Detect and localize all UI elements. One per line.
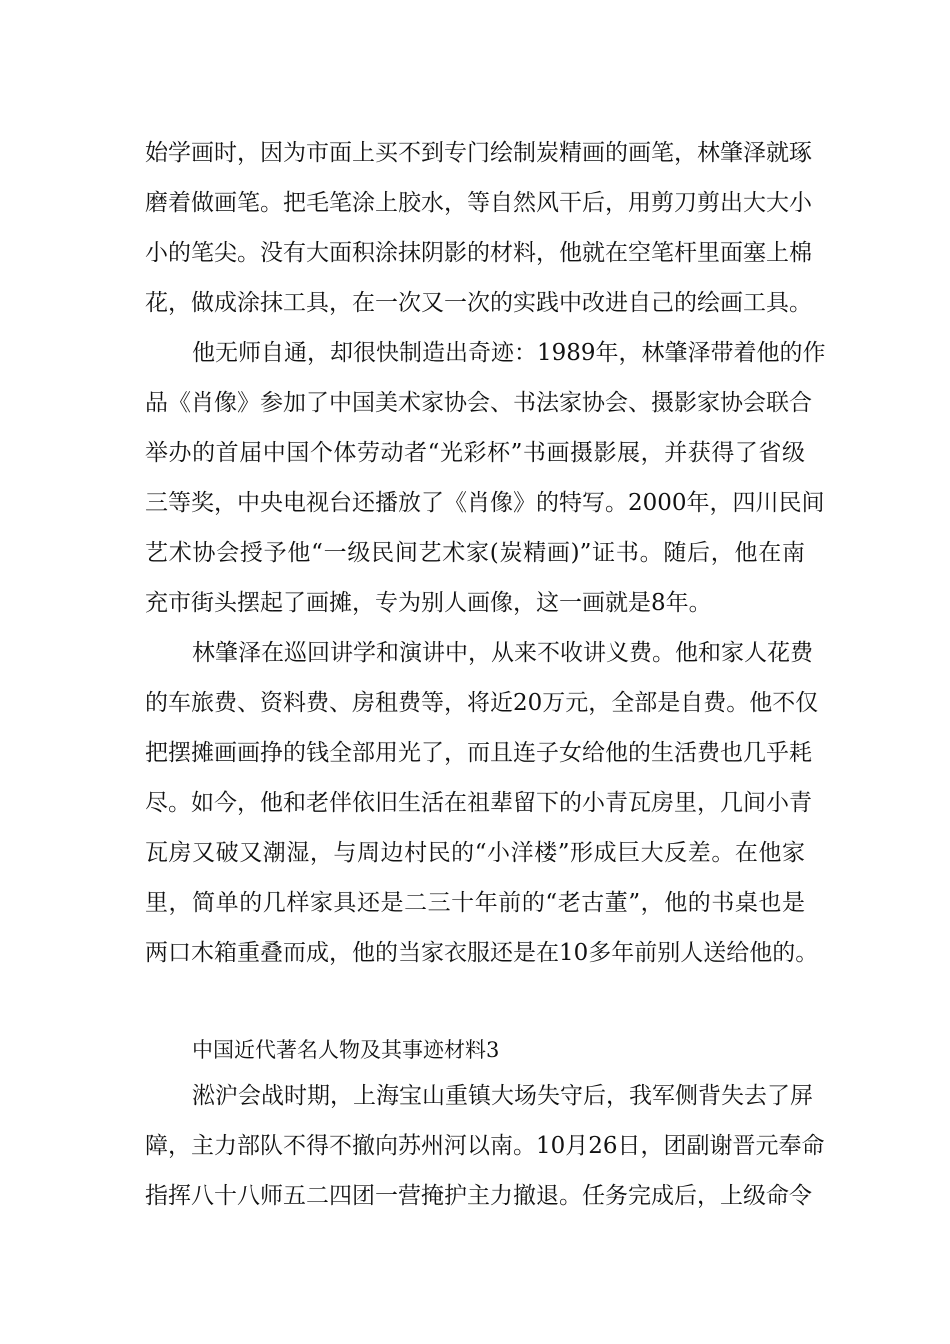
paragraph-4-line-3: 指挥八十八师五二四团一营掩护主力撤退。任务完成后，上级命令 <box>145 1183 812 1209</box>
paragraph-4-line-2: 障，主力部队不得不撤向苏州河以南。10月26日，团副谢晋元奉命 <box>145 1133 825 1159</box>
paragraph-2-line-3: 举办的首届中国个体劳动者“光彩杯”书画摄影展，并获得了省级 <box>145 440 805 466</box>
paragraph-2-line-2: 品《肖像》参加了中国美术家协会、书法家协会、摄影家协会联合 <box>145 390 812 416</box>
paragraph-2-line-1: 他无师自通，却很快制造出奇迹：1989年，林肇泽带着他的作 <box>192 340 826 366</box>
paragraph-3-line-4: 尽。如今，他和老伴依旧生活在祖辈留下的小青瓦房里，几间小青 <box>145 790 812 816</box>
section-heading: 中国近代著名人物及其事迹材料3 <box>192 1038 500 1062</box>
paragraph-3-line-6: 里，简单的几样家具还是二三十年前的“老古董”，他的书桌也是 <box>145 890 805 916</box>
paragraph-2-line-5: 艺术协会授予他“一级民间艺术家(炭精画)”证书。随后，他在南 <box>145 540 805 566</box>
paragraph-1-line-1: 始学画时，因为市面上买不到专门绘制炭精画的画笔，林肇泽就琢 <box>145 140 812 166</box>
paragraph-3-line-1: 林肇泽在巡回讲学和演讲中，从来不收讲义费。他和家人花费 <box>192 640 813 666</box>
paragraph-2-line-6: 充市街头摆起了画摊，专为别人画像，这一画就是8年。 <box>145 590 712 616</box>
paragraph-3-line-3: 把摆摊画画挣的钱全部用光了，而且连子女给他的生活费也几乎耗 <box>145 740 812 766</box>
paragraph-1-line-2: 磨着做画笔。把毛笔涂上胶水，等自然风干后，用剪刀剪出大大小 <box>145 190 812 216</box>
paragraph-3-line-2: 的车旅费、资料费、房租费等，将近20万元，全部是自费。他不仅 <box>145 690 819 716</box>
paragraph-1-line-4: 花，做成涂抹工具，在一次又一次的实践中改进自己的绘画工具。 <box>145 290 812 316</box>
paragraph-3-line-7: 两口木箱重叠而成，他的当家衣服还是在10多年前别人送给他的。 <box>145 940 819 966</box>
paragraph-2-line-4: 三等奖，中央电视台还播放了《肖像》的特写。2000年，四川民间 <box>145 490 825 516</box>
paragraph-3-line-5: 瓦房又破又潮湿，与周边村民的“小洋楼”形成巨大反差。在他家 <box>145 840 805 866</box>
paragraph-1-line-3: 小的笔尖。没有大面积涂抹阴影的材料，他就在空笔杆里面塞上棉 <box>145 240 812 266</box>
paragraph-4-line-1: 淞沪会战时期，上海宝山重镇大场失守后，我军侧背失去了屏 <box>192 1083 813 1109</box>
